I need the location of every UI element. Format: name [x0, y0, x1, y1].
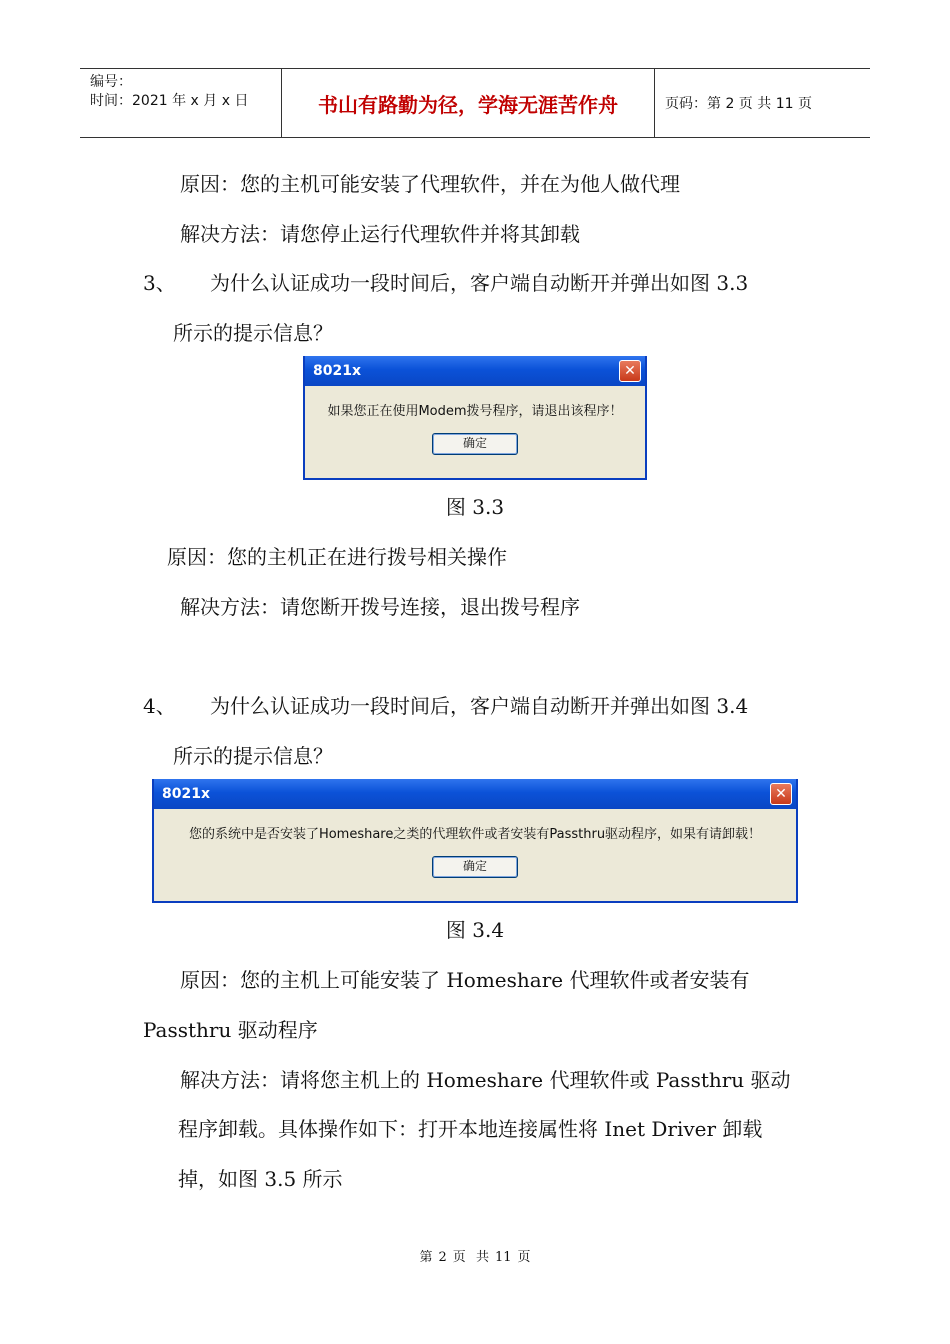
- footer-page-number: 2: [438, 1250, 447, 1265]
- header-number: 编号：: [90, 74, 132, 90]
- header-page-info: 页码：第 2 页 共 11 页: [665, 96, 812, 112]
- reason-paragraph-2: 原因：您的主机正在进行拨号相关操作: [167, 545, 507, 569]
- dialog-title: 8021x: [313, 363, 361, 379]
- reason-paragraph-3-line-2: Passthru 驱动程序: [143, 1018, 318, 1042]
- footer-total-prefix: 共: [475, 1250, 489, 1265]
- page-header: [80, 68, 870, 138]
- solution-paragraph-3-line-1: 解决方法：请将您主机上的 Homeshare 代理软件或 Passthru 驱动: [180, 1068, 791, 1092]
- close-icon[interactable]: ✕: [619, 360, 641, 382]
- footer-total-number: 11: [494, 1250, 512, 1265]
- footer-page-prefix: 第: [419, 1250, 433, 1265]
- solution-paragraph-2: 解决方法：请您断开拨号连接，退出拨号程序: [180, 595, 580, 619]
- figure-caption-3-3: 图 3.3: [445, 495, 505, 519]
- dialog-figure-3-4: [152, 779, 798, 903]
- question-3-line-2: 所示的提示信息？: [173, 321, 333, 345]
- solution-paragraph-1: 解决方法：请您停止运行代理软件并将其卸载: [180, 222, 580, 246]
- question-4-line-2: 所示的提示信息？: [173, 744, 333, 768]
- question-4-number: 4、: [143, 694, 176, 718]
- header-date: 时间：2021 年 x 月 x 日: [90, 93, 249, 109]
- dialog-title-bar: [154, 779, 796, 809]
- header-meta: [80, 69, 282, 137]
- question-4-line-1: 为什么认证成功一段时间后，客户端自动断开并弹出如图 3.4: [210, 694, 749, 718]
- page-footer: [0, 1246, 950, 1265]
- close-icon[interactable]: ✕: [770, 783, 792, 805]
- dialog-message: 您的系统中是否安装了Homeshare之类的代理软件或者安装有Passthru驱动程序，如果有请卸载！: [188, 827, 762, 842]
- dialog-title-bar: [305, 356, 645, 386]
- dialog-message: 如果您正在使用Modem拨号程序，请退出该程序！: [327, 404, 623, 419]
- solution-paragraph-3-line-2: 程序卸载。具体操作如下：打开本地连接属性将 Inet Driver 卸载: [178, 1117, 763, 1141]
- figure-caption-3-4: 图 3.4: [445, 918, 505, 942]
- solution-paragraph-3-line-3: 掉，如图 3.5 所示: [178, 1167, 343, 1191]
- footer-total-unit: 页: [517, 1250, 531, 1265]
- reason-paragraph-3-line-1: 原因：您的主机上可能安装了 Homeshare 代理软件或者安装有: [180, 968, 750, 992]
- ok-button[interactable]: 确定: [432, 856, 518, 878]
- ok-button[interactable]: 确定: [432, 433, 518, 455]
- question-3-line-1: 为什么认证成功一段时间后，客户端自动断开并弹出如图 3.3: [210, 271, 749, 295]
- footer-page-unit: 页: [452, 1250, 466, 1265]
- dialog-title: 8021x: [162, 786, 210, 802]
- header-motto: 书山有路勤为径，学海无涯苦作舟: [282, 69, 655, 137]
- question-3-number: 3、: [143, 271, 176, 295]
- reason-paragraph-1: 原因：您的主机可能安装了代理软件，并在为他人做代理: [180, 172, 680, 196]
- dialog-figure-3-3: [303, 356, 647, 480]
